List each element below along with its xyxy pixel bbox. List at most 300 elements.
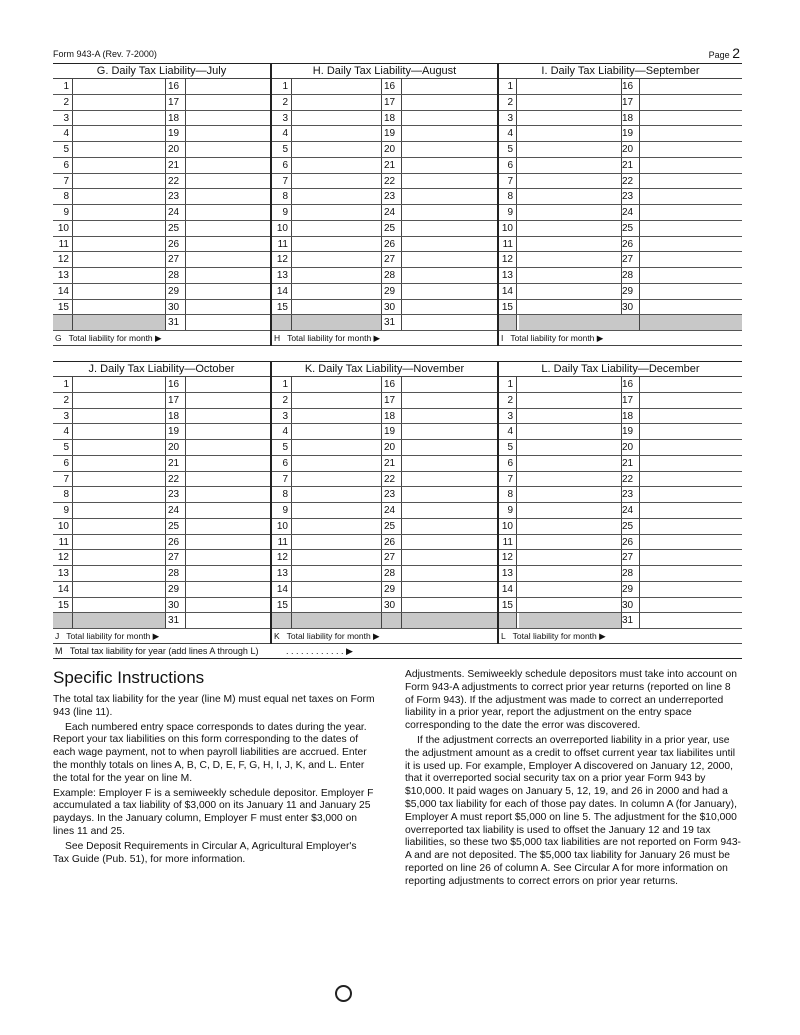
amount-entry[interactable] bbox=[186, 79, 270, 94]
amount-entry[interactable] bbox=[640, 174, 742, 189]
amount-entry[interactable] bbox=[73, 535, 166, 550]
day-number: 26 bbox=[620, 535, 640, 550]
amount-entry[interactable] bbox=[640, 613, 742, 628]
amount-entry[interactable] bbox=[519, 79, 622, 94]
amount-entry[interactable] bbox=[292, 284, 382, 299]
amount-entry[interactable] bbox=[519, 377, 622, 392]
amount-entry[interactable] bbox=[186, 158, 270, 173]
day-number: 3 bbox=[53, 111, 73, 126]
day-row bbox=[53, 503, 270, 519]
amount-entry[interactable] bbox=[640, 409, 742, 424]
amount-entry[interactable] bbox=[640, 221, 742, 236]
day-number: 12 bbox=[499, 550, 517, 565]
amount-entry[interactable] bbox=[73, 582, 166, 597]
day-row bbox=[272, 377, 497, 393]
amount-entry[interactable] bbox=[640, 237, 742, 252]
day-row bbox=[499, 79, 742, 95]
amount-entry[interactable] bbox=[186, 174, 270, 189]
amount-entry[interactable] bbox=[640, 393, 742, 408]
amount-entry[interactable] bbox=[186, 598, 270, 613]
day-number: 4 bbox=[53, 424, 73, 439]
amount-entry[interactable] bbox=[402, 95, 497, 110]
amount-entry[interactable] bbox=[186, 377, 270, 392]
day-row bbox=[272, 268, 497, 284]
day-number: 13 bbox=[53, 268, 73, 283]
amount-entry[interactable] bbox=[640, 126, 742, 141]
day-number: 30 bbox=[620, 598, 640, 613]
amount-entry[interactable] bbox=[186, 613, 270, 628]
amount-entry[interactable] bbox=[640, 79, 742, 94]
amount-entry[interactable] bbox=[402, 284, 497, 299]
day-number: 5 bbox=[53, 142, 73, 157]
day-row bbox=[53, 487, 270, 503]
amount-entry[interactable] bbox=[73, 205, 166, 220]
day-row bbox=[272, 237, 497, 253]
day-row bbox=[499, 472, 742, 488]
day-number: 22 bbox=[620, 174, 640, 189]
amount-entry[interactable] bbox=[402, 440, 497, 455]
day-row bbox=[499, 205, 742, 221]
day-number: 28 bbox=[620, 268, 640, 283]
amount-entry[interactable] bbox=[73, 252, 166, 267]
amount-entry[interactable] bbox=[292, 550, 382, 565]
amount-entry[interactable] bbox=[640, 582, 742, 597]
amount-entry[interactable] bbox=[402, 158, 497, 173]
day-number: 28 bbox=[382, 268, 402, 283]
day-number: 26 bbox=[620, 237, 640, 252]
amount-entry[interactable] bbox=[186, 487, 270, 502]
amount-entry[interactable] bbox=[292, 95, 382, 110]
amount-entry[interactable] bbox=[640, 456, 742, 471]
day-number: 15 bbox=[53, 300, 73, 315]
amount-entry[interactable] bbox=[186, 456, 270, 471]
amount-entry[interactable] bbox=[292, 268, 382, 283]
amount-entry[interactable] bbox=[402, 205, 497, 220]
month-total[interactable]: I Total liability for month ▶ bbox=[499, 331, 742, 346]
month-total[interactable]: K Total liability for month ▶ bbox=[272, 629, 497, 644]
day-number: 17 bbox=[166, 95, 186, 110]
amount-entry[interactable] bbox=[640, 205, 742, 220]
amount-entry[interactable] bbox=[640, 503, 742, 518]
day-number: 17 bbox=[382, 393, 402, 408]
day-row bbox=[272, 189, 497, 205]
section-title: L. Daily Tax Liability—December bbox=[499, 362, 742, 377]
day-number: 24 bbox=[620, 503, 640, 518]
amount-entry[interactable] bbox=[73, 268, 166, 283]
day-number: 19 bbox=[620, 424, 640, 439]
amount-entry[interactable] bbox=[292, 456, 382, 471]
amount-entry[interactable] bbox=[73, 158, 166, 173]
day-row bbox=[53, 111, 270, 127]
amount-entry[interactable] bbox=[402, 268, 497, 283]
day-number: 6 bbox=[53, 456, 73, 471]
amount-entry[interactable] bbox=[640, 189, 742, 204]
amount-entry[interactable] bbox=[292, 237, 382, 252]
amount-entry[interactable] bbox=[519, 142, 622, 157]
day-row bbox=[53, 393, 270, 409]
amount-entry[interactable] bbox=[292, 111, 382, 126]
day-row bbox=[272, 158, 497, 174]
amount-entry[interactable] bbox=[640, 268, 742, 283]
amount-entry[interactable] bbox=[402, 582, 497, 597]
day-row bbox=[272, 550, 497, 566]
month-total[interactable]: J Total liability for month ▶ bbox=[53, 629, 270, 644]
amount-entry[interactable] bbox=[73, 221, 166, 236]
day-number: 2 bbox=[272, 95, 292, 110]
amount-entry[interactable] bbox=[186, 237, 270, 252]
amount-entry bbox=[519, 613, 622, 628]
day-number: 14 bbox=[499, 582, 517, 597]
amount-entry[interactable] bbox=[186, 205, 270, 220]
amount-entry[interactable] bbox=[640, 300, 742, 315]
amount-entry[interactable] bbox=[73, 377, 166, 392]
day-row bbox=[272, 315, 497, 331]
amount-entry[interactable] bbox=[640, 284, 742, 299]
amount-entry[interactable] bbox=[402, 126, 497, 141]
day-number: 5 bbox=[53, 440, 73, 455]
day-number: 19 bbox=[620, 126, 640, 141]
amount-entry[interactable] bbox=[292, 393, 382, 408]
amount-entry[interactable] bbox=[292, 300, 382, 315]
amount-entry[interactable] bbox=[402, 598, 497, 613]
amount-entry[interactable] bbox=[519, 126, 622, 141]
amount-entry[interactable] bbox=[640, 440, 742, 455]
year-total-row[interactable]: M Total tax liability for year (add lines A through L) . . . . . . . . . . . . ▶ bbox=[53, 643, 742, 659]
amount-entry[interactable] bbox=[73, 598, 166, 613]
amount-entry[interactable] bbox=[186, 315, 270, 330]
amount-entry[interactable] bbox=[73, 142, 166, 157]
amount-entry[interactable] bbox=[292, 126, 382, 141]
month-section-g bbox=[53, 64, 270, 346]
day-number: 21 bbox=[620, 158, 640, 173]
day-row bbox=[499, 158, 742, 174]
month-total[interactable]: L Total liability for month ▶ bbox=[499, 629, 742, 644]
amount-entry[interactable] bbox=[186, 268, 270, 283]
day-number: 10 bbox=[272, 221, 292, 236]
day-number: 25 bbox=[166, 221, 186, 236]
amount-entry[interactable] bbox=[402, 566, 497, 581]
amount-entry[interactable] bbox=[519, 252, 622, 267]
amount-entry[interactable] bbox=[186, 566, 270, 581]
day-number: 29 bbox=[382, 582, 402, 597]
amount-entry[interactable] bbox=[186, 409, 270, 424]
amount-entry[interactable] bbox=[519, 503, 622, 518]
amount-entry[interactable] bbox=[519, 205, 622, 220]
day-number: 10 bbox=[499, 221, 517, 236]
day-row bbox=[53, 79, 270, 95]
day-number: 24 bbox=[382, 503, 402, 518]
amount-entry[interactable] bbox=[186, 503, 270, 518]
amount-entry[interactable] bbox=[402, 456, 497, 471]
day-row bbox=[499, 566, 742, 582]
amount-entry[interactable] bbox=[402, 393, 497, 408]
amount-entry[interactable] bbox=[640, 472, 742, 487]
amount-entry[interactable] bbox=[519, 440, 622, 455]
day-number: 29 bbox=[166, 284, 186, 299]
amount-entry[interactable] bbox=[519, 550, 622, 565]
day-number: 27 bbox=[166, 252, 186, 267]
amount-entry[interactable] bbox=[73, 393, 166, 408]
day-row bbox=[53, 472, 270, 488]
amount-entry[interactable] bbox=[519, 237, 622, 252]
amount-entry[interactable] bbox=[640, 535, 742, 550]
amount-entry[interactable] bbox=[73, 126, 166, 141]
amount-entry[interactable] bbox=[292, 598, 382, 613]
amount-entry[interactable] bbox=[73, 566, 166, 581]
day-number: 31 bbox=[166, 315, 186, 330]
day-number: 2 bbox=[272, 393, 292, 408]
amount-entry[interactable] bbox=[73, 111, 166, 126]
instructions-right: Adjustments. Semiweekly schedule depositors must take into account on Form 943-A adjustments to correct prior year returns (reported on line 8 of Form 943). If the adjustment was made to correct an underreported liability in a prior year, report the adjustment on the entry space corresponding to the date the error was discovered. If the adjustment corrects an overreported liability in a prior year, use the adjustment amount as a credit to offset current year tax liabilites until it is used up. For example, Employer A discovered on January 12, 2000, that it overreported social security tax on a prior year Form 943 by $10,000. It paid wages on January 5, 12, 19, and 26 in 2000 and had a $5,000 tax liability for each of those pay dates. In column A (for January), Employer A must report $5,000 on line 5. The adjustment for the $10,000 overreported tax liability is used to offset the January 12 and 19 tax liabilities, so these two $5,000 tax liabilities are not reported on Form 943-A and are not deposited. The $5,000 tax liability for January 26 must be reported on line 26 of column A. See Circular A for more information on reporting adjustments to correct errors on prior year returns. bbox=[405, 669, 741, 887]
amount-entry[interactable] bbox=[402, 424, 497, 439]
amount-entry[interactable] bbox=[186, 535, 270, 550]
amount-entry[interactable] bbox=[402, 142, 497, 157]
amount-entry[interactable] bbox=[519, 95, 622, 110]
day-row bbox=[499, 409, 742, 425]
amount-entry[interactable] bbox=[186, 189, 270, 204]
amount-entry[interactable] bbox=[292, 221, 382, 236]
day-row bbox=[499, 582, 742, 598]
day-row bbox=[272, 79, 497, 95]
amount-entry[interactable] bbox=[73, 550, 166, 565]
day-number: 19 bbox=[166, 126, 186, 141]
day-row bbox=[53, 315, 270, 331]
amount-entry[interactable] bbox=[402, 189, 497, 204]
amount-entry[interactable] bbox=[640, 519, 742, 534]
amount-entry[interactable] bbox=[186, 221, 270, 236]
day-row bbox=[272, 252, 497, 268]
day-number: 28 bbox=[166, 268, 186, 283]
day-number: 20 bbox=[166, 142, 186, 157]
day-number: 12 bbox=[53, 252, 73, 267]
day-number: 9 bbox=[53, 503, 73, 518]
amount-entry[interactable] bbox=[186, 519, 270, 534]
amount-entry[interactable] bbox=[402, 472, 497, 487]
amount-entry[interactable] bbox=[186, 393, 270, 408]
amount-entry[interactable] bbox=[73, 237, 166, 252]
amount-entry[interactable] bbox=[640, 111, 742, 126]
amount-entry[interactable] bbox=[186, 440, 270, 455]
amount-entry[interactable] bbox=[73, 424, 166, 439]
amount-entry[interactable] bbox=[186, 424, 270, 439]
amount-entry[interactable] bbox=[640, 142, 742, 157]
amount-entry[interactable] bbox=[73, 519, 166, 534]
amount-entry[interactable] bbox=[640, 252, 742, 267]
amount-entry[interactable] bbox=[519, 221, 622, 236]
amount-entry[interactable] bbox=[402, 503, 497, 518]
day-row bbox=[499, 189, 742, 205]
day-number: 9 bbox=[499, 503, 517, 518]
amount-entry[interactable] bbox=[292, 440, 382, 455]
day-number: 14 bbox=[272, 284, 292, 299]
day-row bbox=[272, 300, 497, 316]
amount-entry[interactable] bbox=[519, 472, 622, 487]
day-number: 29 bbox=[166, 582, 186, 597]
amount-entry[interactable] bbox=[292, 174, 382, 189]
amount-entry[interactable] bbox=[186, 252, 270, 267]
day-number: 7 bbox=[53, 174, 73, 189]
amount-entry[interactable] bbox=[640, 424, 742, 439]
amount-entry[interactable] bbox=[292, 487, 382, 502]
day-number: 25 bbox=[382, 519, 402, 534]
amount-entry[interactable] bbox=[519, 456, 622, 471]
amount-entry[interactable] bbox=[73, 95, 166, 110]
amount-entry[interactable] bbox=[640, 158, 742, 173]
amount-entry[interactable] bbox=[292, 503, 382, 518]
amount-entry[interactable] bbox=[519, 566, 622, 581]
day-number: 12 bbox=[53, 550, 73, 565]
day-row bbox=[499, 613, 742, 629]
amount-entry[interactable] bbox=[519, 487, 622, 502]
amount-entry[interactable] bbox=[73, 409, 166, 424]
amount-entry[interactable] bbox=[73, 284, 166, 299]
amount-entry[interactable] bbox=[73, 79, 166, 94]
amount-entry[interactable] bbox=[186, 300, 270, 315]
amount-entry[interactable] bbox=[292, 472, 382, 487]
day-number: 18 bbox=[620, 111, 640, 126]
amount-entry[interactable] bbox=[186, 550, 270, 565]
amount-entry bbox=[292, 613, 382, 628]
day-number: 3 bbox=[499, 409, 517, 424]
day-number: 13 bbox=[499, 566, 517, 581]
amount-entry[interactable] bbox=[292, 189, 382, 204]
amount-entry[interactable] bbox=[73, 487, 166, 502]
form-id: Form 943-A (Rev. 7-2000) bbox=[53, 49, 157, 59]
day-row bbox=[53, 613, 270, 629]
day-number: 11 bbox=[499, 535, 517, 550]
day-number: 25 bbox=[620, 519, 640, 534]
day-row bbox=[53, 519, 270, 535]
amount-entry[interactable] bbox=[519, 519, 622, 534]
amount-entry[interactable] bbox=[519, 300, 622, 315]
amount-entry[interactable] bbox=[519, 284, 622, 299]
amount-entry[interactable] bbox=[519, 424, 622, 439]
amount-entry[interactable] bbox=[292, 409, 382, 424]
amount-entry[interactable] bbox=[292, 582, 382, 597]
day-row bbox=[499, 440, 742, 456]
day-number: 8 bbox=[53, 189, 73, 204]
amount-entry[interactable] bbox=[640, 377, 742, 392]
day-number: 3 bbox=[53, 409, 73, 424]
day-number: 17 bbox=[166, 393, 186, 408]
amount-entry[interactable] bbox=[292, 252, 382, 267]
amount-entry[interactable] bbox=[402, 409, 497, 424]
amount-entry[interactable] bbox=[186, 126, 270, 141]
amount-entry[interactable] bbox=[402, 252, 497, 267]
amount-entry[interactable] bbox=[186, 142, 270, 157]
day-number: 16 bbox=[166, 377, 186, 392]
liability-table-q4 bbox=[53, 361, 742, 644]
amount-entry[interactable] bbox=[402, 550, 497, 565]
amount-entry[interactable] bbox=[519, 582, 622, 597]
amount-entry[interactable] bbox=[73, 456, 166, 471]
day-number: 13 bbox=[53, 566, 73, 581]
amount-entry[interactable] bbox=[402, 221, 497, 236]
amount-entry[interactable] bbox=[402, 174, 497, 189]
amount-entry[interactable] bbox=[186, 111, 270, 126]
amount-entry[interactable] bbox=[402, 300, 497, 315]
amount-entry[interactable] bbox=[292, 377, 382, 392]
day-number: 2 bbox=[53, 393, 73, 408]
day-number: 26 bbox=[166, 535, 186, 550]
amount-entry[interactable] bbox=[640, 95, 742, 110]
amount-entry[interactable] bbox=[519, 409, 622, 424]
amount-entry[interactable] bbox=[73, 174, 166, 189]
day-number: 11 bbox=[272, 237, 292, 252]
amount-entry[interactable] bbox=[73, 300, 166, 315]
amount-entry[interactable] bbox=[519, 174, 622, 189]
amount-entry[interactable] bbox=[292, 205, 382, 220]
month-total[interactable]: G Total liability for month ▶ bbox=[53, 331, 270, 346]
amount-entry[interactable] bbox=[292, 79, 382, 94]
amount-entry[interactable] bbox=[519, 268, 622, 283]
amount-entry[interactable] bbox=[186, 95, 270, 110]
amount-entry[interactable] bbox=[186, 472, 270, 487]
day-number: 15 bbox=[499, 598, 517, 613]
amount-entry[interactable] bbox=[519, 535, 622, 550]
amount-entry[interactable] bbox=[292, 566, 382, 581]
amount-entry[interactable] bbox=[292, 519, 382, 534]
amount-entry[interactable] bbox=[402, 519, 497, 534]
day-number: 31 bbox=[620, 613, 640, 628]
day-row bbox=[53, 126, 270, 142]
amount-entry[interactable] bbox=[402, 535, 497, 550]
day-number: 16 bbox=[382, 377, 402, 392]
amount-entry[interactable] bbox=[402, 377, 497, 392]
amount-entry[interactable] bbox=[186, 284, 270, 299]
day-number: 8 bbox=[499, 487, 517, 502]
amount-entry[interactable] bbox=[292, 158, 382, 173]
day-number: 5 bbox=[272, 440, 292, 455]
day-row bbox=[499, 535, 742, 551]
day-number: 15 bbox=[272, 598, 292, 613]
amount-entry[interactable] bbox=[402, 79, 497, 94]
amount-entry[interactable] bbox=[640, 550, 742, 565]
amount-entry[interactable] bbox=[402, 111, 497, 126]
amount-entry[interactable] bbox=[519, 598, 622, 613]
amount-entry[interactable] bbox=[73, 189, 166, 204]
amount-entry[interactable] bbox=[519, 158, 622, 173]
amount-entry bbox=[73, 315, 166, 330]
amount-entry[interactable] bbox=[519, 393, 622, 408]
amount-entry[interactable] bbox=[402, 315, 497, 330]
day-row bbox=[272, 409, 497, 425]
day-row bbox=[53, 582, 270, 598]
day-row bbox=[499, 142, 742, 158]
amount-entry[interactable] bbox=[73, 440, 166, 455]
day-number: 28 bbox=[382, 566, 402, 581]
amount-entry[interactable] bbox=[640, 487, 742, 502]
amount-entry[interactable] bbox=[73, 503, 166, 518]
day-number: 21 bbox=[166, 158, 186, 173]
day-number: 3 bbox=[499, 111, 517, 126]
amount-entry[interactable] bbox=[292, 142, 382, 157]
amount-entry[interactable] bbox=[186, 582, 270, 597]
amount-entry[interactable] bbox=[640, 598, 742, 613]
amount-entry[interactable] bbox=[292, 424, 382, 439]
day-number: 19 bbox=[382, 424, 402, 439]
amount-entry[interactable] bbox=[402, 487, 497, 502]
amount-entry[interactable] bbox=[519, 189, 622, 204]
amount-entry[interactable] bbox=[292, 535, 382, 550]
amount-entry[interactable] bbox=[519, 111, 622, 126]
day-row bbox=[272, 582, 497, 598]
amount-entry[interactable] bbox=[640, 566, 742, 581]
amount-entry[interactable] bbox=[402, 237, 497, 252]
amount-entry[interactable] bbox=[73, 472, 166, 487]
day-number: 28 bbox=[620, 566, 640, 581]
month-total[interactable]: H Total liability for month ▶ bbox=[272, 331, 497, 346]
